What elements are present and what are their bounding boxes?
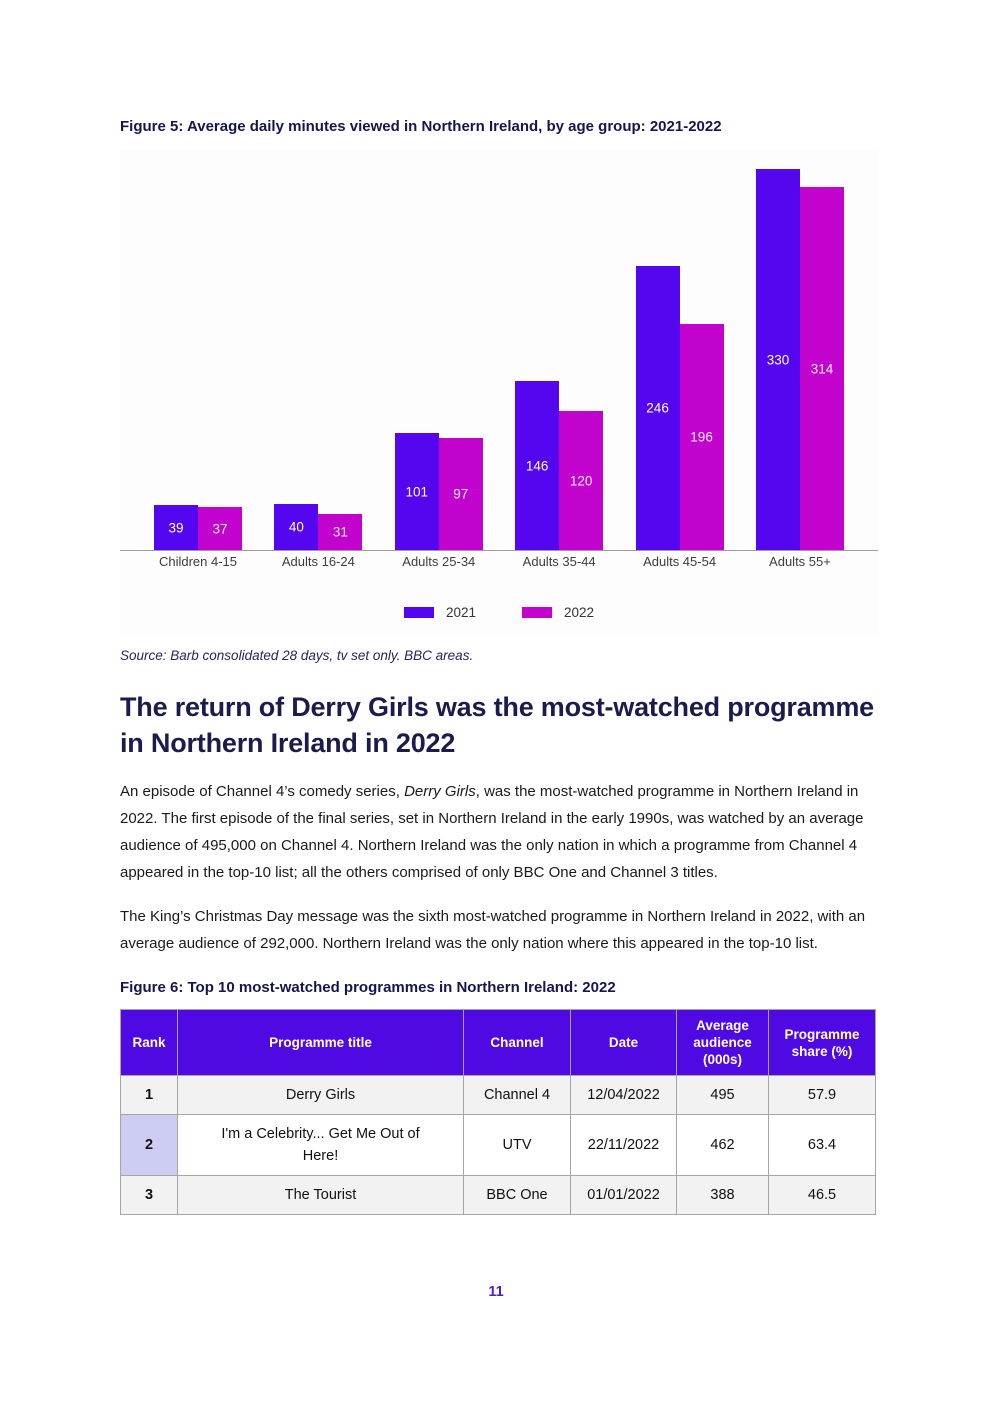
bar-value-label: 37 <box>212 521 228 536</box>
table-cell: Channel 4 <box>464 1076 571 1115</box>
bar-2021 <box>756 169 800 550</box>
legend-item-2021 <box>404 605 476 620</box>
bar-group-adults-55- <box>752 169 848 550</box>
table-cell: UTV <box>464 1115 571 1176</box>
table-cell: 3 <box>121 1176 178 1215</box>
table-cell: 495 <box>677 1076 769 1115</box>
bar-group-adults-25-34 <box>391 433 487 550</box>
table-row <box>121 1115 876 1176</box>
table-cell: 12/04/2022 <box>571 1076 677 1115</box>
table-header-cell: Date <box>571 1010 677 1076</box>
bar-2021 <box>515 381 559 550</box>
bar-2021 <box>274 504 318 550</box>
legend-item-2022 <box>522 605 594 620</box>
figure5-title: Figure 5: Average daily minutes viewed in Northern Ireland, by age group: 2021-2022 <box>120 118 722 135</box>
italic-text: Derry Girls <box>404 783 476 800</box>
bar-2022 <box>559 411 603 550</box>
bar-2021 <box>636 266 680 550</box>
table-cell: Derry Girls <box>178 1076 464 1115</box>
table-cell: 388 <box>677 1176 769 1215</box>
chart-plot-area <box>120 149 878 551</box>
table-cell: 1 <box>121 1076 178 1115</box>
figure5-chart <box>120 149 878 634</box>
legend-swatch <box>522 607 552 618</box>
chart-x-axis-labels <box>120 551 878 569</box>
x-axis-tick-label: Adults 45-54 <box>643 554 717 569</box>
figure6-caption: Figure 6: Top 10 most-watched programmes in Northern Ireland: 2022 <box>120 979 616 996</box>
x-axis-tick-label: Adults 25-34 <box>402 554 476 569</box>
bar-value-label: 40 <box>288 519 304 535</box>
x-axis-tick-label: Adults 35-44 <box>522 554 596 569</box>
bar-group-adults-45-54 <box>632 266 728 550</box>
chart-legend <box>120 605 878 634</box>
bar-value-label: 31 <box>332 524 348 540</box>
table-header-row <box>121 1010 876 1076</box>
bar-2022 <box>198 507 242 550</box>
table-header-row <box>121 1010 876 1076</box>
page-number: 11 <box>488 1284 504 1300</box>
bar-2022 <box>439 438 483 550</box>
bar-value-label: 97 <box>453 486 469 502</box>
figure5-source: Source: Barb consolidated 28 days, tv set only. BBC areas. <box>120 648 474 663</box>
bar-value-label: 39 <box>168 520 184 535</box>
x-axis-tick-label: Adults 16-24 <box>281 554 355 569</box>
text-run: , was the most-watched programme in Northern Ireland in 2022. The first episode of the final series, set in Northern Ireland in the early 1990s, was watched by an average audience of 495,000 on Channel 4. Northern Ireland was the only nation in which a programme from Channel 4 appeared in the top-10 list; all the others comprised of only BBC One and Channel 3 titles. <box>120 783 864 881</box>
bar-2022 <box>800 187 844 550</box>
page-content <box>120 0 878 1215</box>
bar-2021 <box>395 433 439 550</box>
bar-value-label: 246 <box>646 400 669 416</box>
table-row <box>121 1176 876 1215</box>
body-paragraph-1 <box>120 778 878 886</box>
bar-group-adults-16-24 <box>270 504 366 550</box>
bar-2021 <box>154 505 198 550</box>
text-run: An episode of Channel 4’s comedy series, <box>120 783 405 800</box>
table-header-cell: Average audience (000s) <box>677 1010 769 1076</box>
section-heading: The return of Derry Girls was the most-watched programme in Northern Ireland in 2022 <box>120 692 874 758</box>
legend-label: 2022 <box>564 605 595 620</box>
bar-group-children-4-15 <box>150 505 246 550</box>
table-cell: 63.4 <box>769 1115 876 1176</box>
text-run: The King’s Christmas Day message was the sixth most-watched programme in Northern Ireland in 2022, with an average audience of 292,000. Northern Ireland was the only nation where this appeared in the top-10 list. <box>120 908 866 952</box>
table-body <box>121 1076 876 1215</box>
table-cell: 462 <box>677 1115 769 1176</box>
bar-value-label: 330 <box>766 352 790 367</box>
bar-value-label: 196 <box>690 429 713 445</box>
x-axis-tick-label: Children 4-15 <box>158 554 238 569</box>
table-cell: 46.5 <box>769 1176 876 1215</box>
bar-value-label: 101 <box>405 484 429 499</box>
bar-2022 <box>680 324 724 550</box>
table-cell: 01/01/2022 <box>571 1176 677 1215</box>
table-cell: I'm a Celebrity... Get Me Out of Here! <box>178 1115 464 1176</box>
legend-label: 2021 <box>445 605 476 620</box>
x-axis-tick-label: Adults 55+ <box>769 554 831 569</box>
body-paragraph-2 <box>120 903 878 957</box>
bar-value-label: 314 <box>810 361 834 376</box>
bar-group-adults-35-44 <box>511 381 607 550</box>
table-header-cell: Rank <box>121 1010 178 1076</box>
table-header-cell: Programme title <box>178 1010 464 1076</box>
bar-value-label: 120 <box>569 473 593 488</box>
bar-value-label: 146 <box>525 458 549 473</box>
top-programmes-table <box>120 1009 876 1215</box>
table-cell: The Tourist <box>178 1176 464 1215</box>
table-header-cell: Programme share (%) <box>769 1010 876 1076</box>
table-cell: 57.9 <box>769 1076 876 1115</box>
table-cell: 22/11/2022 <box>571 1115 677 1176</box>
legend-swatch <box>404 607 434 618</box>
table-cell: 2 <box>121 1115 178 1176</box>
table-cell: BBC One <box>464 1176 571 1215</box>
bar-2022 <box>318 514 362 550</box>
table-header-cell: Channel <box>464 1010 571 1076</box>
table-row <box>121 1076 876 1115</box>
